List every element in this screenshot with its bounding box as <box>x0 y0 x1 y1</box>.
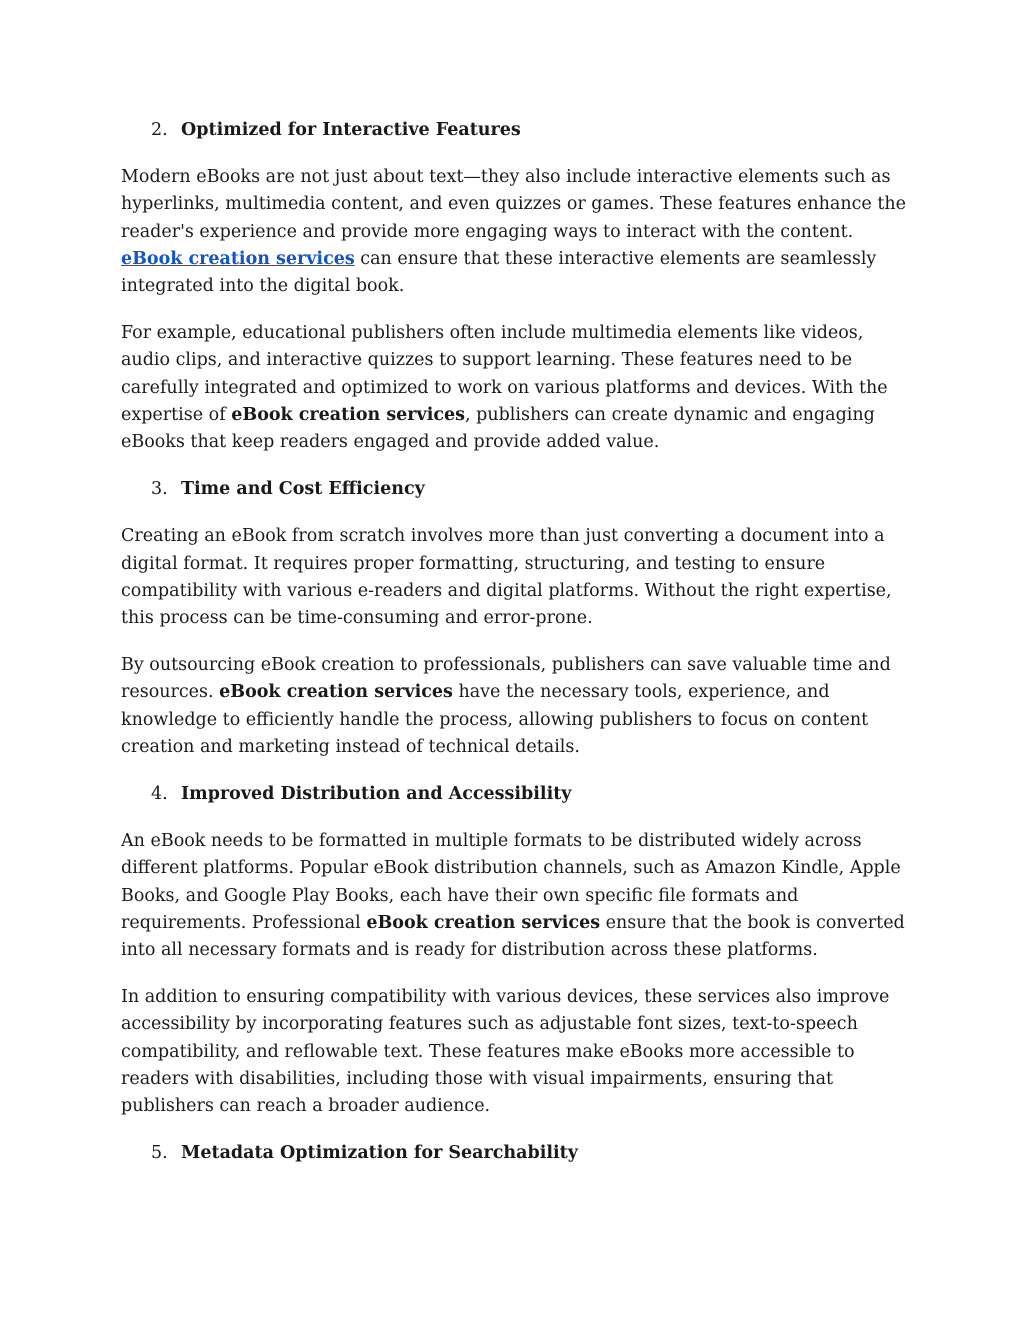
paragraph <box>121 164 906 300</box>
paragraph <box>121 984 906 1120</box>
section-number: 5. <box>151 1143 168 1164</box>
bold-phrase: eBook creation services <box>231 404 465 425</box>
paragraph-text: ensure that the book is converted into all necessary formats and is ready for distribution across these platforms. <box>121 912 905 961</box>
section-number: 3. <box>151 479 168 500</box>
paragraph-text: , publishers can create dynamic and engaging eBooks that keep readers engaged and provide added value. <box>121 404 875 453</box>
paragraph-text: Creating an eBook from scratch involves more than just converting a document into a digital format. It requires proper formatting, structuring, and testing to ensure compatibility with various e-readers and digital platforms. Without the right expertise, this process can be time-consuming and error-prone. <box>121 526 892 629</box>
paragraph-text: can ensure that these interactive elements are seamlessly integrated into the digital book. <box>121 248 877 297</box>
paragraph-text: In addition to ensuring compatibility with various devices, these services also improve accessibility by incorporating features such as adjustable font sizes, text-to-speech compatibility, and reflowable text. These features make eBooks more accessible to readers with disabilities, including those with visual impairments, ensuring that publishers can reach a broader audience. <box>121 987 890 1117</box>
section-heading <box>121 117 906 144</box>
bold-phrase: eBook creation services <box>219 682 453 703</box>
section-heading <box>121 1140 906 1167</box>
paragraph-text: For example, educational publishers often include multimedia elements like videos, audio clips, and interactive quizzes to support learning. These features need to be carefully integrated and optimized to work on various platforms and devices. With the expertise of <box>121 323 888 425</box>
paragraph-text: Modern eBooks are not just about text—they also include interactive elements such as hyperlinks, multimedia content, and even quizzes or games. These features enhance the reader's experience and provide more engaging ways to interact with the content. <box>121 167 907 242</box>
paragraph-text: An eBook needs to be formatted in multiple formats to be distributed widely across different platforms. Popular eBook distribution channels, such as Amazon Kindle, Apple Books, and Google Play Books, each have their own specific file formats and requirements. Professional <box>121 831 901 933</box>
paragraph <box>121 828 906 964</box>
ebook-creation-services-link[interactable]: eBook creation services <box>121 248 355 269</box>
section-title: Metadata Optimization for Searchability <box>181 1143 578 1164</box>
section-title: Optimized for Interactive Features <box>181 120 521 140</box>
bold-phrase: eBook creation services <box>366 912 601 933</box>
section-heading <box>121 476 906 503</box>
paragraph <box>121 523 906 632</box>
paragraph <box>121 320 906 456</box>
paragraph <box>121 652 906 761</box>
section-number: 2. <box>151 120 168 140</box>
section-title: Improved Distribution and Accessibility <box>181 784 572 805</box>
document-body <box>121 117 906 1188</box>
section-title: Time and Cost Efficiency <box>181 479 425 500</box>
section-number: 4. <box>151 784 168 805</box>
paragraph-text: have the necessary tools, experience, and knowledge to efficiently handle the process, allowing publishers to focus on content creation and marketing instead of technical details. <box>121 682 869 757</box>
section-heading <box>121 781 906 808</box>
paragraph-text: By outsourcing eBook creation to professionals, publishers can save valuable time and resources. <box>121 655 891 703</box>
